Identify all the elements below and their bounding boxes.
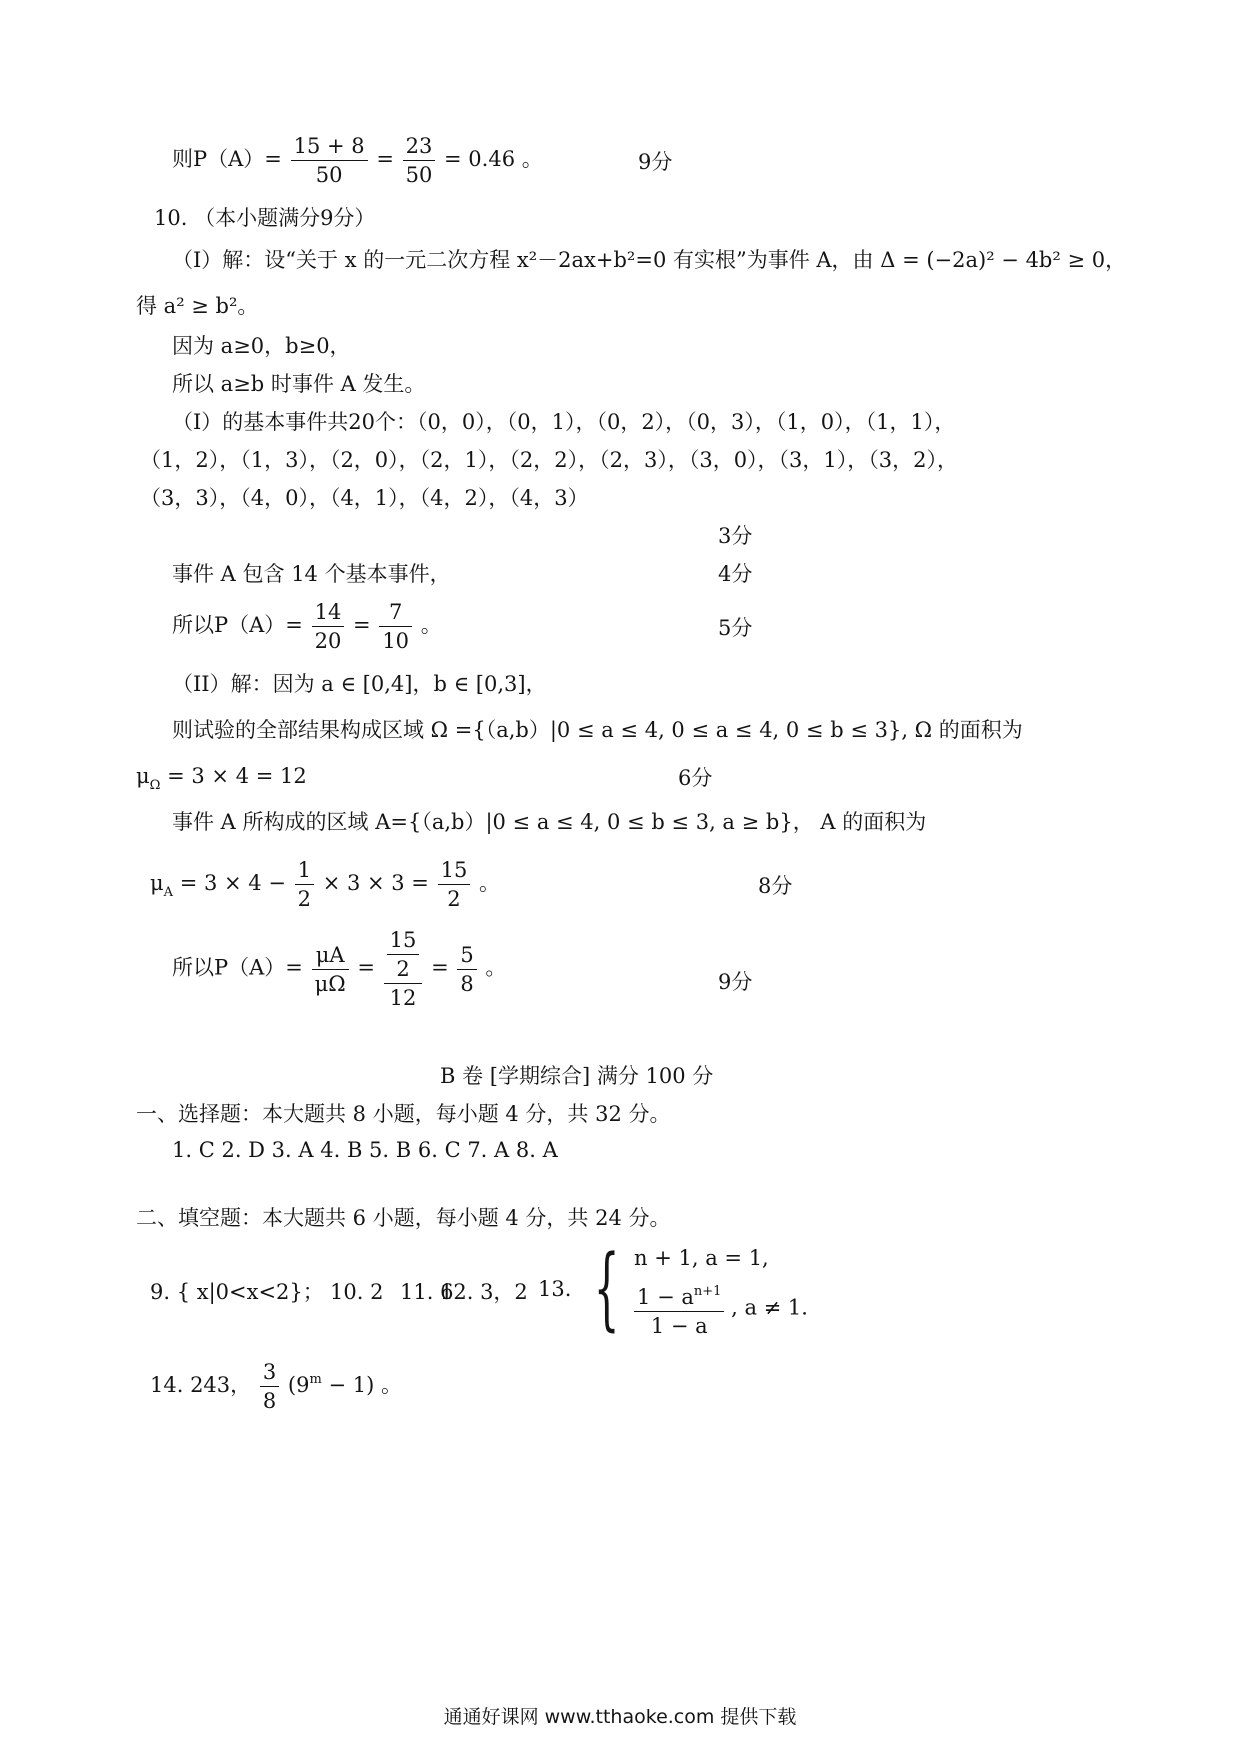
section-heading: B 卷 [学期综合] 满分 100 分 bbox=[440, 1064, 714, 1088]
page-footer: 通通好课网 www.tthaoke.com 提供下载 bbox=[443, 1706, 797, 1728]
fraction: $\frac{5}{8}$ bbox=[457, 941, 476, 998]
fill-answer-11: 11. 6 bbox=[400, 1280, 454, 1304]
probability-line-2 bbox=[172, 598, 442, 655]
section-title: 二、填空题：本大题共 6 小题，每小题 4 分，共 24 分。 bbox=[136, 1206, 671, 1230]
fraction: $\frac{23}{50}$ bbox=[403, 132, 436, 189]
fill-answer-14 bbox=[150, 1358, 402, 1415]
text: 14. 243， bbox=[150, 1373, 252, 1397]
fraction: $\frac{\mu A}{\mu\Omega}$ bbox=[312, 941, 349, 998]
text: 所以P（A）= bbox=[172, 613, 303, 637]
text: − 1) 。 bbox=[321, 1373, 402, 1397]
text: 所以P（A）= bbox=[172, 955, 303, 980]
paragraph-line: （1，2），（1，3），（2，0），（2，1），（2，2），（2，3），（3，0），（3，1），（3，2）， bbox=[140, 448, 958, 472]
paragraph-line: 事件 A 所构成的区域 A={（a,b）|0 ≤ a ≤ 4, 0 ≤ b ≤ 3, a ≥ b}， A 的面积为 bbox=[172, 810, 927, 834]
score-label: 3分 bbox=[718, 524, 753, 548]
question-title: 10. （本小题满分9分） bbox=[154, 206, 376, 230]
text: × 3 × 3 = bbox=[322, 871, 429, 895]
text: = bbox=[353, 613, 371, 637]
score-label: 9分 bbox=[718, 970, 753, 994]
text: = 3 × 4 = 12 bbox=[160, 764, 307, 788]
answer-list: 1. C 2. D 3. A 4. B 5. B 6. C 7. A 8. A bbox=[172, 1138, 558, 1162]
paragraph-line: （I）解：设“关于 x 的一元二次方程 x²－2ax+b²=0 有实根”为事件 A，由 Δ = (−2a)² − 4b² ≥ 0， bbox=[172, 248, 1127, 272]
case-1: n + 1, a = 1, bbox=[634, 1246, 769, 1270]
fraction: $\frac{15}{2}$ bbox=[438, 856, 471, 913]
fraction: $\frac{7}{10}$ bbox=[379, 598, 412, 655]
text: (9 bbox=[287, 1373, 310, 1397]
text: = bbox=[431, 955, 449, 980]
paragraph-line: 所以 a≥b 时事件 A 发生。 bbox=[172, 372, 426, 396]
fraction: $\frac{15 + 8}{50}$ bbox=[291, 132, 368, 189]
paragraph-line: 事件 A 包含 14 个基本事件， bbox=[172, 562, 451, 586]
fill-answer-12: 12. 3，2 bbox=[440, 1280, 528, 1304]
text: 。 bbox=[479, 871, 501, 895]
fraction: $\frac{3}{8}$ bbox=[260, 1358, 279, 1415]
paragraph-line: （I）的基本事件共20个：（0，0），（0，1），（0，2），（0，3），（1，0），（1，1）， bbox=[172, 410, 956, 434]
score-label: 9分 bbox=[638, 150, 673, 174]
final-probability-line bbox=[172, 926, 506, 1012]
fill-answer-13 bbox=[538, 1238, 808, 1340]
score-label: 6分 bbox=[678, 766, 713, 790]
score-label: 8分 bbox=[758, 874, 793, 898]
brace: { bbox=[593, 1236, 620, 1341]
text: = 0.46 。 bbox=[444, 147, 543, 171]
text: 13. bbox=[538, 1277, 572, 1301]
paragraph-line: 因为 a≥0，b≥0， bbox=[172, 334, 351, 358]
fill-answer-10: 10. 2 bbox=[330, 1280, 384, 1304]
score-label: 4分 bbox=[718, 562, 753, 586]
piecewise-cases bbox=[634, 1238, 808, 1340]
fraction: $\frac{1}{2}$ bbox=[295, 856, 314, 913]
paragraph-line: （II）解：因为 a ∈ [0,4]，b ∈ [0,3]， bbox=[172, 672, 547, 696]
mu-a-line bbox=[150, 856, 500, 913]
text: 则P（A）= bbox=[172, 147, 282, 171]
text: μ bbox=[136, 764, 150, 788]
subscript: Ω bbox=[149, 778, 161, 793]
mu-omega-line bbox=[136, 762, 307, 800]
text: = 3 × 4 − bbox=[173, 871, 286, 895]
text: 。 bbox=[485, 955, 507, 980]
section-title: 一、选择题：本大题共 8 小题，每小题 4 分，共 32 分。 bbox=[136, 1102, 671, 1126]
score-label: 5分 bbox=[718, 616, 753, 640]
subscript: A bbox=[163, 885, 174, 900]
text: = bbox=[357, 955, 375, 980]
text: = bbox=[376, 147, 394, 171]
text: 。 bbox=[420, 613, 442, 637]
fill-answer-9: 9. { x|0<x<2}； bbox=[150, 1280, 324, 1304]
probability-line-1 bbox=[172, 132, 543, 189]
superscript: m bbox=[309, 1372, 322, 1387]
paragraph-line: 得 a² ≥ b²。 bbox=[136, 294, 259, 318]
nested-fraction: $\frac{\frac{15}{2}}{12}$ bbox=[384, 926, 423, 1012]
text: μ bbox=[150, 871, 164, 895]
paragraph-line: （3，3），（4，0），（4，1），（4，2），（4，3） bbox=[140, 486, 589, 510]
case-2: $\frac{1 - a^{n+1}}{1 - a}$ , a ≠ 1. bbox=[634, 1278, 808, 1340]
paragraph-line: 则试验的全部结果构成区域 Ω ={（a,b）|0 ≤ a ≤ 4, 0 ≤ a ≤ 4, 0 ≤ b ≤ 3}, Ω 的面积为 bbox=[172, 718, 1023, 742]
fraction: $\frac{14}{20}$ bbox=[312, 598, 345, 655]
